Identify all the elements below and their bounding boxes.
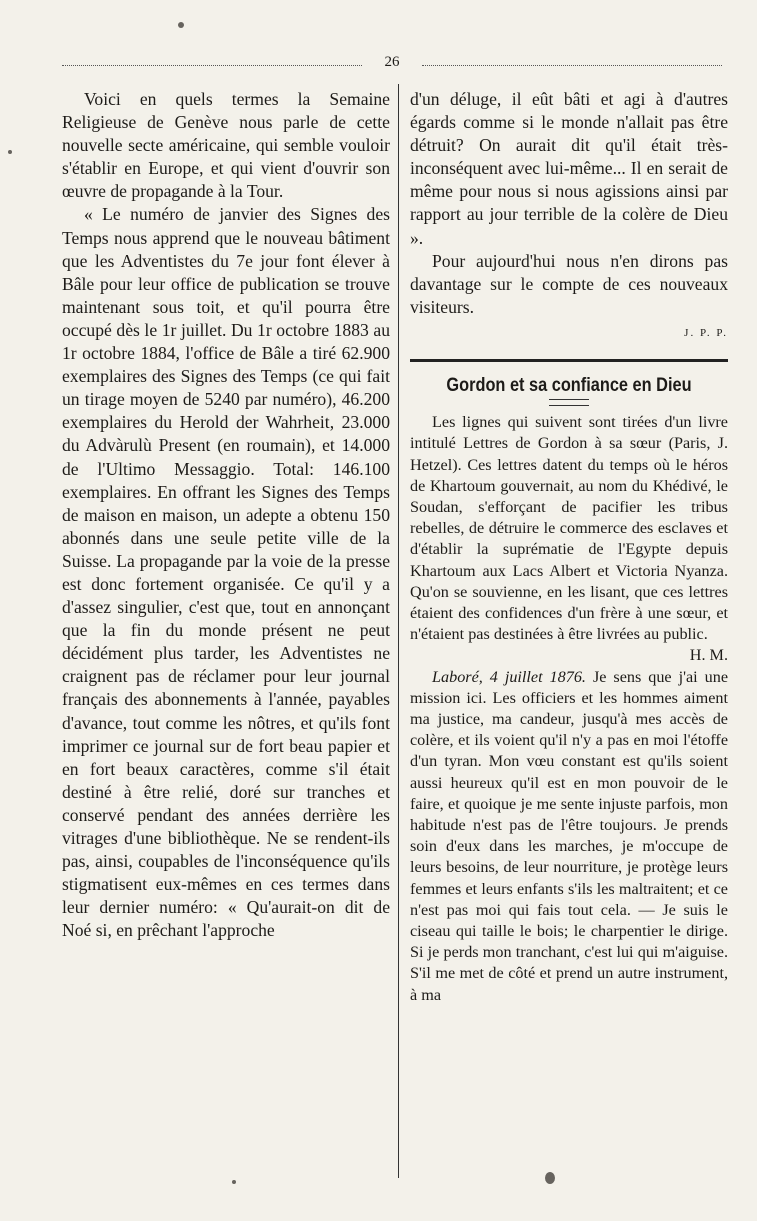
ink-speck xyxy=(545,1172,555,1184)
right-continuation: d'un déluge, il eût bâti et agi à d'autres égards comme si le monde n'allait pas être détruit? On aurait dit qu'il était très-inconséquent avec lui-même... Il en serait de même pour nous si nous agissions ainsi par rapport au jour terrible de la colère de Dieu ». xyxy=(410,89,728,248)
article-title: Gordon et sa confiance en Dieu xyxy=(446,375,692,397)
header-rule-right xyxy=(422,65,722,66)
intro-initials: H. M. xyxy=(689,646,728,665)
letter-place-date: Laboré, 4 juillet 1876. xyxy=(432,667,586,686)
signature: J. P. P. xyxy=(684,326,728,339)
page-number: 26 xyxy=(384,54,400,70)
letter-text: Je sens que j'ai une mission ici. Les officiers et les hommes aiment ma justice, ma candeur, jusqu'à mes accès de colère, et ils voient qu'il n'y a pas en moi l'étoffe d'un tyran. Mon vœu constant est qu'ils soient aussi heureux qu'il est en mon pouvoir de le faire, et quoique je me sente injuste parfois, mon habitude n'est pas de l'être toujours. Je prends soin d'eux dans les marches, je m'occupe de leurs besoins, de leur nourriture, je protège leurs femmes et leurs enfants s'ils les maltraitent; et ce n'est pas moi qui fais tout cela. — Je suis le ciseau qui taille le bois; le charpentier le dirige. Si je perds mon tranchant, c'est lui qui m'aiguise. S'il me met de côté et prend un autre instrument, à ma xyxy=(410,667,728,1004)
column-divider xyxy=(398,84,399,1178)
left-column xyxy=(62,88,390,942)
article-intro-block xyxy=(410,412,728,1006)
left-paragraph-intro: Voici en quels termes la Semaine Religieuse de Genève nous parle de cette nouvelle secte américaine, qui semble vouloir s'établir en Europe, et qui vient d'ouvrir son œuvre de propagande à la Tour. xyxy=(62,89,390,202)
title-ornament xyxy=(549,399,589,406)
right-closing: Pour aujourd'hui nous n'en dirons pas davantage sur le compte de ces nouveaux visiteurs. xyxy=(410,250,728,317)
page-header xyxy=(62,54,722,74)
letter-paragraph xyxy=(410,667,728,1006)
ink-speck xyxy=(232,1180,236,1184)
header-rule-left xyxy=(62,65,362,66)
article-separator xyxy=(410,359,728,362)
article-intro: Les lignes qui suivent sont tirées d'un livre intitulé Lettres de Gordon à sa sœur (Paris, J. Hetzel). Ces lettres datent du temps où le héros de Khartoum gouvernait, au nom du Khédivé, le Soudan, s'efforçant de pacifier les tribus rebelles, de détruire le commerce des esclaves et d'établir la suprématie de l'Egypte depuis Khartoum aux Lacs Albert et Victoria Nyanza. Qu'on se souvienne, en les lisant, que ces lettres étaient des confidences d'un frère à une sœur, et n'étaient pas destinées à être livrées au public. xyxy=(410,413,728,644)
right-column xyxy=(410,88,728,1006)
left-paragraph-quote: « Le numéro de janvier des Signes des Temps nous apprend que le nouveau bâtiment que les Adventistes du 7e jour font élever à Bâle pour leur office de publication se trouve maintenant sous toit, et qu'il pourra être occupé dès le 1r juillet. Du 1r octobre 1883 au 1r octobre 1884, l'office de Bâle a tiré 62.900 exemplaires des Signes des Temps (ce qui fait un tirage moyen de 5240 par numéro), 46.200 exemplaires du Herold der Wahrheit, 23.000 du Advàrulù Present (en roumain), et 14.000 de l'Ultimo Messaggio. Total: 146.100 exemplaires. En offrant les Signes des Temps de maison en maison, un adepte a obtenu 150 abonnés dans une seule petite ville de la Suisse. La propagande par la voie de la presse est donc fortement organisée. Ce qu'il y a d'assez singulier, c'est que, tout en annonçant que la fin du monde présent ne peut décidément plus tarder, les Adventistes ne craignent pas de réclamer pour leur journal français des abonnements à l'année, payables d'avance, tout comme les nôtres, et qu'ils font imprimer ce journal sur de fort beau papier et en fort beaux caractères, comme s'il était destiné à être relié, doré sur tranches et conservé pendant des années derrière les vitrages d'une bibliothèque. Ne se rendent-ils pas, ainsi, coupables de l'inconséquence qu'ils stigmatisent eux-mêmes en ces termes dans leur dernier numéro: « Qu'aurait-on dit de Noé si, en prêchant l'approche xyxy=(62,204,390,941)
ink-speck xyxy=(8,150,12,154)
ink-speck xyxy=(178,22,184,28)
